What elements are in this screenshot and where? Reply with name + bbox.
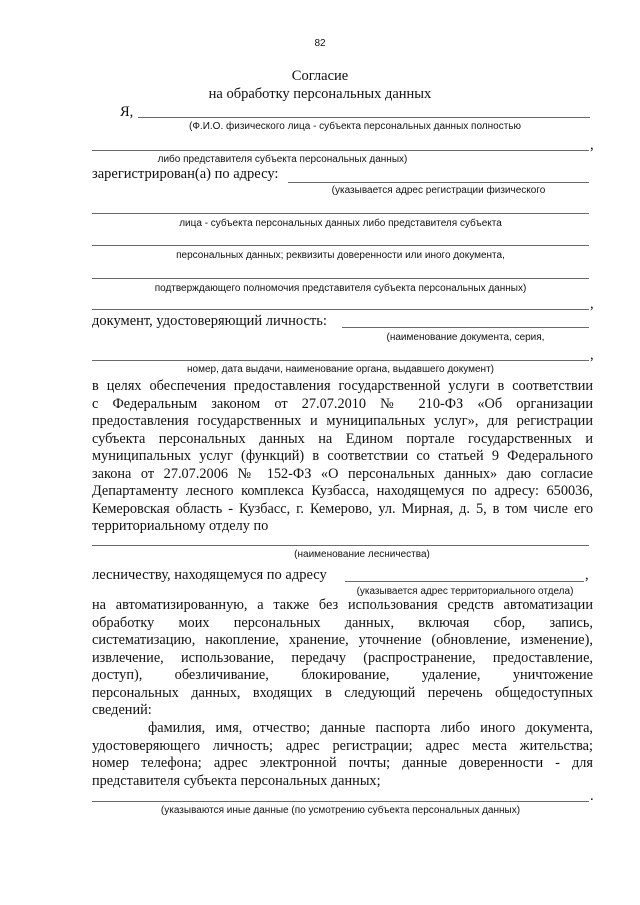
purpose-paragraph xyxy=(92,378,593,536)
processing-line: персональных данных, входящих в следующий перечень общедоступных xyxy=(92,684,593,701)
purpose-line: муниципальных услуг (функций) в соответствии со статьей 9 Федерального xyxy=(92,448,593,464)
hint-addr-1: (указывается адрес регистрации физического xyxy=(331,185,546,196)
processing-paragraph xyxy=(92,597,593,720)
data-list-line: фамилия, имя, отчество; данные паспорта либо иного документа, xyxy=(148,720,593,736)
comma-1: , xyxy=(590,137,594,153)
period-1: . xyxy=(590,788,594,804)
purpose-line: в целях обеспечения предоставления государственной услуги в соответствии xyxy=(92,378,593,394)
purpose-line: территориальному отделу по xyxy=(92,518,269,534)
id-document-label: документ, удостоверяющий личность: xyxy=(92,313,327,329)
forestry-label: лесничеству, находящемуся по адресу xyxy=(92,567,327,583)
hint-doc-2: номер, дата выдачи, наименование органа, выдавшего документ) xyxy=(186,364,494,375)
comma-3: , xyxy=(590,347,594,363)
processing-line: доступ), обезличивание, блокирование, удаление, уничтожение xyxy=(92,667,593,683)
hint-addr-3: персональных данных; реквизиты доверенности или иного документа, xyxy=(176,250,505,261)
purpose-line: закона от 27.07.2006 № 152-ФЗ «О персональных данных» даю согласие xyxy=(92,465,593,482)
fio-input-line-2[interactable] xyxy=(92,150,589,151)
id-document-input-line-2[interactable] xyxy=(92,360,589,361)
page-number: 82 xyxy=(314,38,326,49)
data-list-line: представителя субъекта персональных данных; xyxy=(92,772,381,789)
hint-other-data: (указываются иные данные (по усмотрению субъекта персональных данных) xyxy=(160,805,521,816)
address-input-line-4[interactable] xyxy=(92,278,589,279)
purpose-line: субъекта персональных данных на Едином портале государственных и xyxy=(92,430,593,447)
data-list-line: номер телефона; адрес электронной почты; данные доверенности - для xyxy=(92,755,593,771)
purpose-line: Департаменту лесного комплекса Кузбасса, находящемуся по адресу: 650036, xyxy=(92,483,593,499)
hint-department-address: (указывается адрес территориального отдела) xyxy=(356,586,574,597)
address-input-line-1[interactable] xyxy=(288,182,589,183)
processing-line: систематизацию, накопление, хранение, уточнение (обновление, изменение), xyxy=(92,632,593,648)
comma-4: , xyxy=(585,567,589,583)
hint-doc-1: (наименование документа, серия, xyxy=(386,332,545,343)
address-input-line-2[interactable] xyxy=(92,213,589,214)
data-list-paragraph xyxy=(92,720,593,790)
purpose-line: Кемеровская область - Кузбасс, г. Кемерово, ул. Мирная, д. 5, в том числе его xyxy=(92,500,593,517)
data-list-line: удостоверяющего личность; адрес регистрации; адрес места жительства; xyxy=(92,737,593,754)
other-data-input-line[interactable] xyxy=(92,801,589,802)
document-title-line-1: Согласие xyxy=(291,68,349,84)
hint-fio-1: (Ф.И.О. физического лица - субъекта персональных данных полностью xyxy=(189,121,521,132)
id-document-input-line-1[interactable] xyxy=(342,327,589,328)
fio-input-line[interactable] xyxy=(138,117,590,118)
forestry-input-line[interactable] xyxy=(92,545,589,546)
ya-label: Я, xyxy=(120,104,134,120)
hint-fio-2: либо представителя субъекта персональных данных) xyxy=(157,154,408,165)
hint-addr-4: подтверждающего полномочия представителя субъекта персональных данных) xyxy=(154,283,527,294)
registered-label: зарегистрирован(а) по адресу: xyxy=(92,166,279,182)
department-address-input-line[interactable] xyxy=(345,581,584,582)
processing-line: сведений: xyxy=(92,702,152,718)
purpose-line: предоставления государственных и муниципальных услуг», для регистрации xyxy=(92,413,593,429)
processing-line: на автоматизированную, а также без использования средств автоматизации xyxy=(92,597,593,613)
document-title-line-2: на обработку персональных данных xyxy=(208,86,432,102)
address-input-line-5[interactable] xyxy=(92,309,589,310)
processing-line: извлечение, использование, передачу (распространение, предоставление, xyxy=(92,649,593,666)
hint-addr-2: лица - субъекта персональных данных либо представителя субъекта xyxy=(179,218,502,229)
address-input-line-3[interactable] xyxy=(92,245,589,246)
processing-line: обработку моих персональных данных, включая сбор, запись, xyxy=(92,614,593,631)
comma-2: , xyxy=(590,296,594,312)
hint-forestry: (наименование лесничества) xyxy=(294,549,430,560)
purpose-line: с Федеральным законом от 27.07.2010 № 210-ФЗ «Об организации xyxy=(92,395,593,412)
